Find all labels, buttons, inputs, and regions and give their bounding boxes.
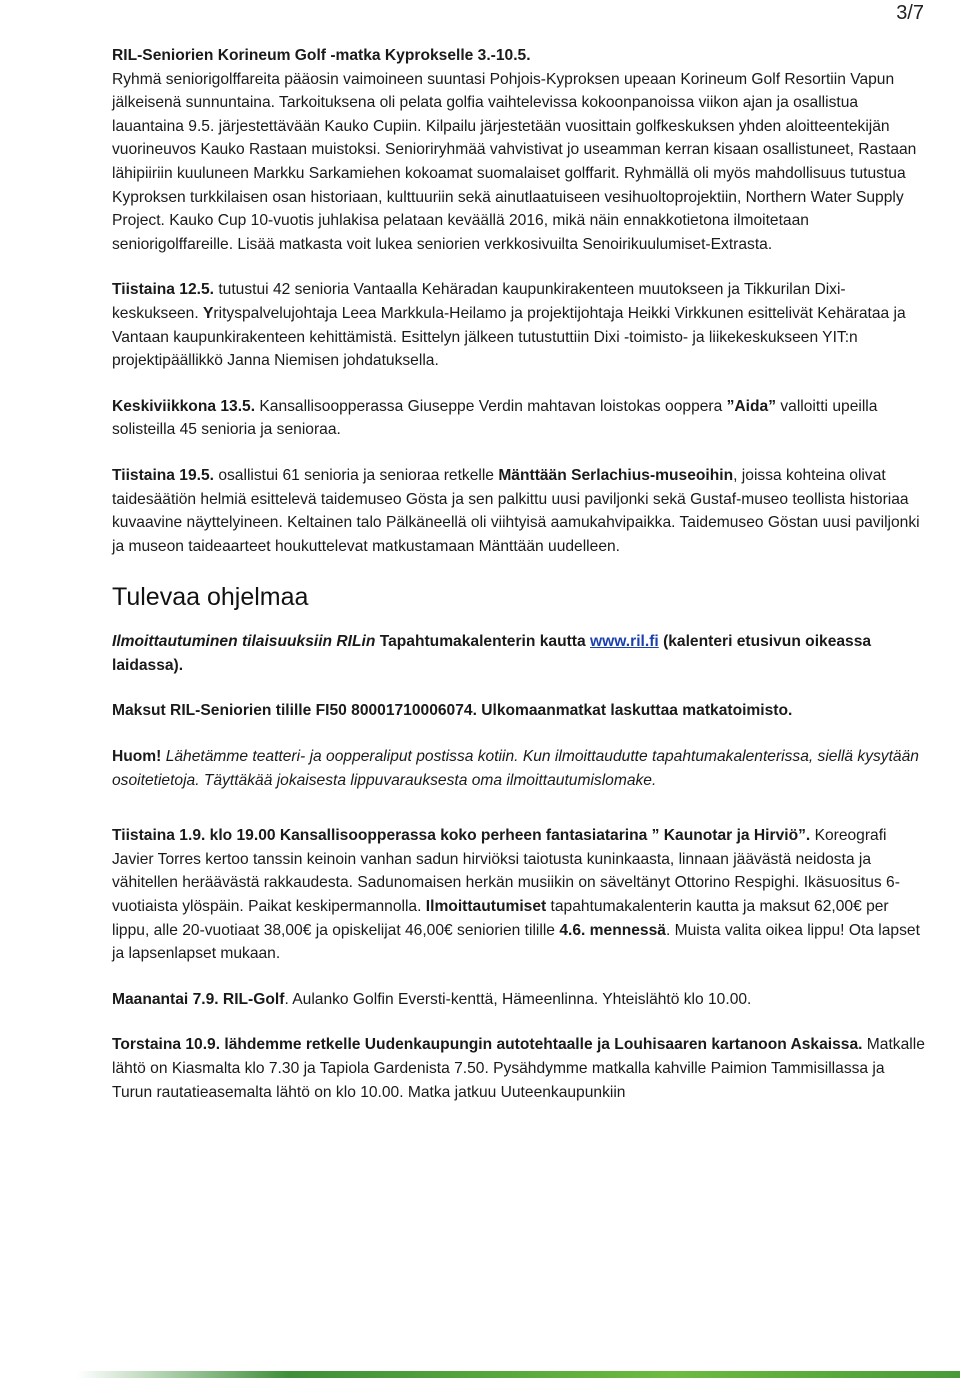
notice-label: Huom! [112,748,162,766]
mantta-text-1: osallistui 61 senioria ja senioraa retkelle [214,466,499,484]
vantaa-date: Tiistaina 12.5. [112,281,214,299]
ril-website-link[interactable]: www.ril.fi [590,633,659,651]
vantaa-text-2: rityspalvelujohtaja Leea Markkula-Heilamo ja projektijohtaja Heikki Virkkunen esittelivät Kehärataa ja Vantaan kaupunkirakenteen kehittämistä. Esittelyn jälkeen tutustuttiin Dixi -toimisto- ja liikekeskukseen YIT:n projektipäällikkö Janna Niemisen johdatuksella. [112,304,906,370]
registration-bold: Tapahtumakalenterin kautta [375,633,590,651]
notice-paragraph [112,745,926,792]
registration-tail: (kalenteri etusivun oikeassa laidassa). [112,633,872,674]
golf-day-head: Maanantai 7.9. RIL-Golf [112,990,285,1008]
kaunotar-head: Tiistaina 1.9. klo 19.00 Kansallisoopperassa koko perheen fantasiatarina ” Kaunotar ja Hirviö”. [112,827,811,845]
kaunotar-registration: Ilmoittautumiset [425,898,547,916]
registration-paragraph [112,630,926,677]
vantaa-paragraph [112,278,926,372]
footer-decoration-bar [0,1371,960,1378]
golf-day-paragraph [112,988,926,1012]
mantta-date: Tiistaina 19.5. [112,466,214,484]
registration-italic: Ilmoittautuminen tilaisuuksiin RILin [112,633,376,651]
aida-title: ”Aida” [726,397,777,415]
mantta-paragraph [112,464,926,558]
notice-text: Lähetämme teatteri- ja oopperaliput postissa kotiin. Kun ilmoittaudutte tapahtumakalenterissa, siellä kysytään osoitetietoja. Täyttäkää jokaisesta lippuvarauksesta oma ilmoittautumislomake. [112,748,919,789]
upcoming-heading: Tulevaa ohjelmaa [112,583,309,612]
kaunotar-text-1: Koreografi Javier Torres kertoo tanssin keinoin vanhan sadun hirviöksi taiotusta kuninkaasta, linnaan jäävästä neidosta ja vähitellen heräävästä rakkaudesta. Sadunomaisen herkän musiikin on säveltänyt Ottorino Respighi. Ikäsuositus 6-vuotiaista ylöspäin. Paikat keskipermannolla. [112,827,900,916]
aida-date: Keskiviikkona 13.5. [112,397,256,415]
page-number: 3/7 [896,2,924,24]
golf-trip-title: RIL-Seniorien Korineum Golf -matka Kyprokselle 3.-10.5. [112,47,531,64]
kaunotar-text-2: tapahtumakalenterin kautta ja maksut 62,00€ per lippu, alle 20-vuotiaat 38,00€ ja opiskelijat 46,00€ seniorien tilille [112,898,889,939]
aida-text-2: valloitti upeilla solisteilla 45 senioria ja senioraa. [112,397,878,439]
golf-trip-paragraph [112,44,926,256]
golf-trip-text-1: Ryhmä seniorigolffareita pääosin vaimoineen suuntasi Pohjois-Kyproksen upeaan Korineum Golf Resortiin Vapun jälkeisenä sunnuntaina. Tarkoituksena oli pelata golfia vaihtelevissa kokoonpanoissa viikon ajan ja osallistua lauantaina 9.5. järjestettävään Kauko Cupiin. [112,70,895,135]
golf-trip-text-2: Kilpailu järjestetään vuosittain golfkeskuksen yhden aloitteentekijän vuorineuvos Kauko Rastaan muistoksi. Senioriryhmää vahvistivat jo useamman kerran kisaan osallistuneet, Rastaan lähipiiriin kuuluneen Markku Sarkamiehen kokoamat suomalaiset golffarit. Ryhmällä oli myös mahdollisuus tutustua Kyproksen turkkilaisen osan historiaan, kulttuuriin sekä ainutlaatuiseen vesihuoltoprojektiin, Northern Water Supply Project. Kauko Cup 10-vuotis juhlakisa pelataan keväällä 2016, mikä näin ennakkotietona ilmoitetaan seniorigolffareille. Lisää matkasta voit lukea seniorien verkkosivuilta Senoirikuulumiset-Extrasta. [112,117,917,253]
kaunotar-paragraph [112,824,926,966]
mantta-place: Mänttään Serlachius-museoihin [498,466,734,484]
vantaa-initial: Y [203,304,214,322]
golf-day-text: . Aulanko Golfin Eversti-kenttä, Hämeenlinna. Yhteislähtö klo 10.00. [284,990,752,1008]
uusikaupunki-head: Torstaina 10.9. lähdemme retkelle Uudenkaupungin autotehtaalle ja Louhisaaren kartanoon Askaissa. [112,1036,863,1054]
payments-text: Maksut RIL-Seniorien tilille FI50 80001710006074. Ulkomaanmatkat laskuttaa matkatoimisto. [112,702,793,720]
kaunotar-text-3: . Muista valita oikea lippu! Ota lapset ja lapsenlapset mukaan. [112,921,920,963]
uusikaupunki-paragraph [112,1033,926,1104]
aida-text-1: Kansallisoopperassa Giuseppe Verdin mahtavan loistokas ooppera [255,397,727,415]
uusikaupunki-text: Matkalle lähtö on Kiasmalta klo 7.30 ja Tapiola Gardenista 7.50. Pysähdymme matkalla kahville Paimion Tammisillassa ja Turun rautatieasemalta lähtö on klo 10.00. Matka jatkuu Uuteenkaupunkiin [112,1036,925,1101]
kaunotar-deadline: 4.6. mennessä [559,921,666,939]
aida-paragraph [112,395,926,442]
payments-paragraph [112,699,926,723]
vantaa-text-1: tutustui 42 senioria Vantaalla Kehäradan kaupunkirakenteen muutokseen ja Tikkurilan Dixi-keskukseen. [112,281,846,322]
document-body [112,44,926,1126]
mantta-text-2: , joissa kohteina olivat taidesäätiön helmiä esittelevä taidemuseo Gösta ja sen palkittu uusi paviljonki sekä Gustaf-museo teollista historiaa kuvaavine näyttelyineen. Keltainen talo Pälkäneellä oli viihtyisä aamukahvipaikka. Taidemuseo Göstan uusi paviljonki ja museon taideaarteet houkuttelevat matkustamaan Mänttään uudelleen. [112,466,920,555]
